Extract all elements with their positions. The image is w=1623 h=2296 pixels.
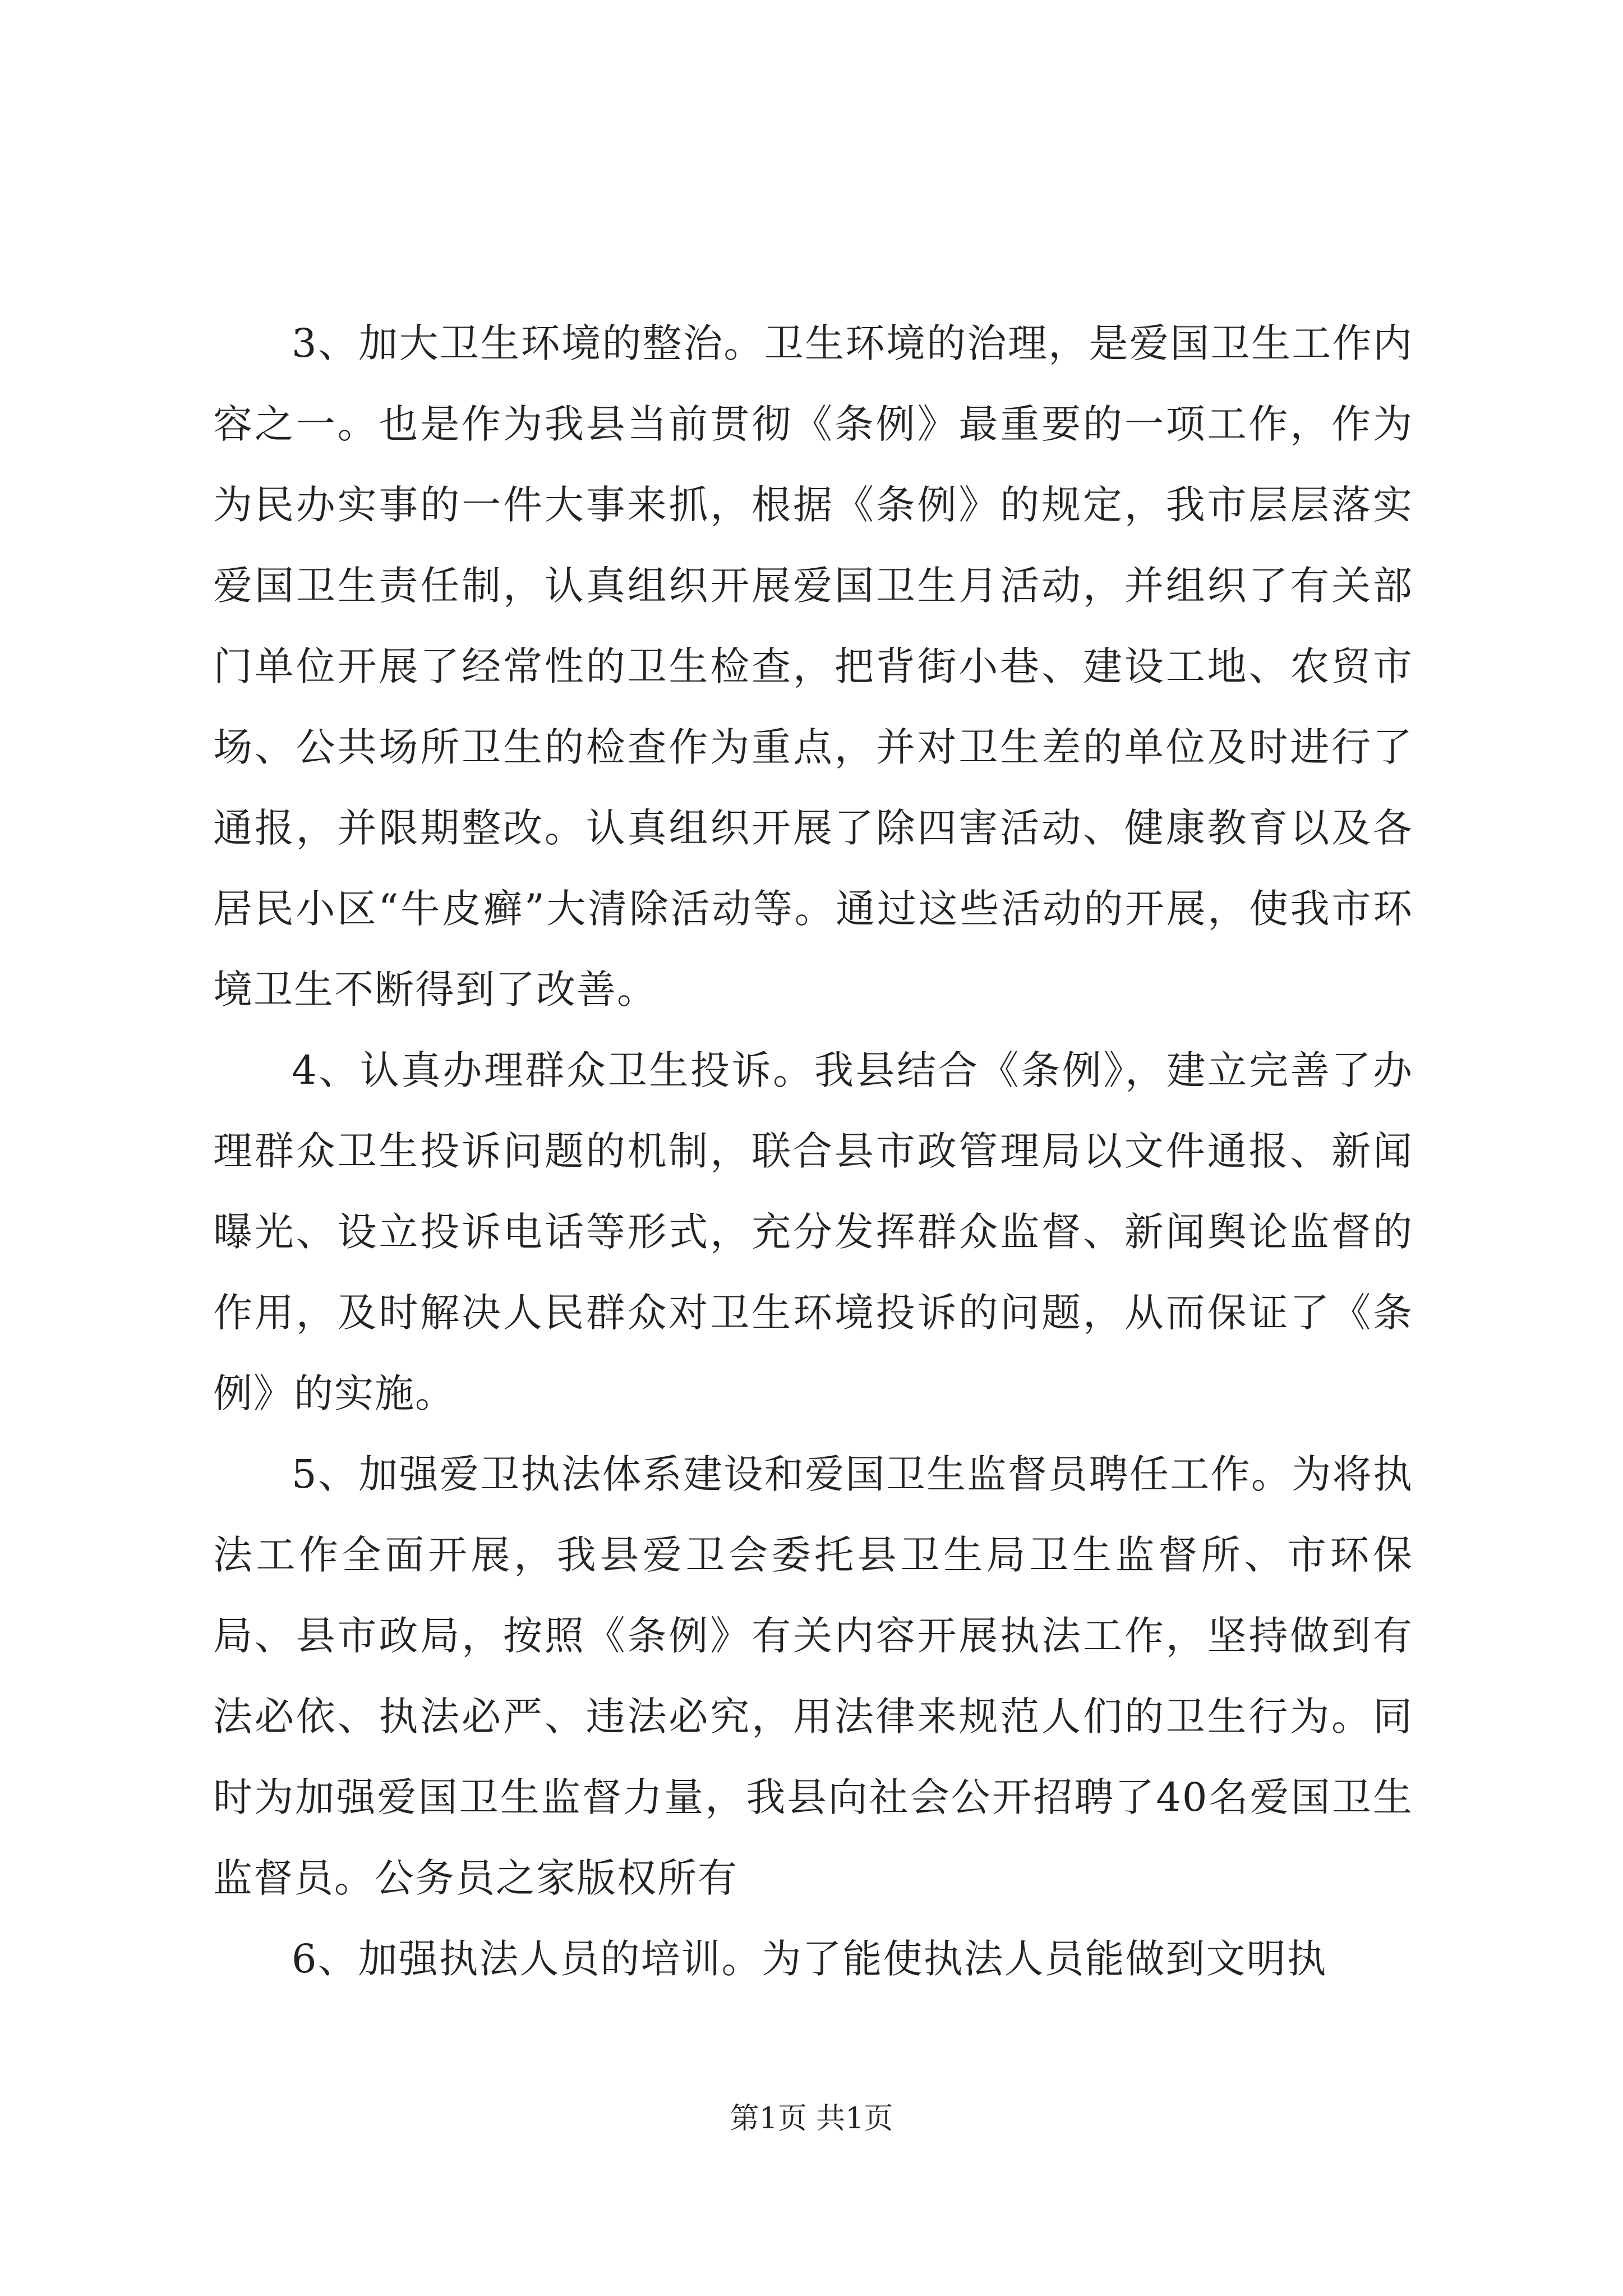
paragraph-item-3: 3、加大卫生环境的整治。卫生环境的治理，是爱国卫生工作内容之一。也是作为我县当前贯彻《条例》最重要的一项工作，作为为民办实事的一件大事来抓，根据《条例》的规定，我市层层落实爱国卫生责任制，认真组织开展爱国卫生月活动，并组织了有关部门单位开展了经常性的卫生检查，把背街小巷、建设工地、农贸市场、公共场所卫生的检查作为重点，并对卫生差的单位及时进行了通报，并限期整改。认真组织开展了除四害活动、健康教育以及各居民小区“牛皮癣”大清除活动等。通过这些活动的开展，使我市环境卫生不断得到了改善。 — [213, 320, 1413, 1013]
document-body — [213, 303, 1413, 1999]
paragraph-item-6: 6、加强执法人员的培训。为了能使执法人员能做到文明执 — [292, 1936, 1327, 1982]
page-footer: 第1页 共1页 — [730, 2102, 893, 2136]
paragraph-item-4: 4、认真办理群众卫生投诉。我县结合《条例》，建立完善了办理群众卫生投诉问题的机制，联合县市政管理局以文件通报、新闻曝光、设立投诉电话等形式，充分发挥群众监督、新闻舆论监督的作用，及时解决人民群众对卫生环境投诉的问题，从而保证了《条例》的实施。 — [213, 1047, 1413, 1416]
paragraph-item-5: 5、加强爱卫执法体系建设和爱国卫生监督员聘任工作。为将执法工作全面开展，我县爱卫会委托县卫生局卫生监督所、市环保局、县市政局，按照《条例》有关内容开展执法工作，坚持做到有法必依、执法必严、违法必究，用法律来规范人们的卫生行为。同时为加强爱国卫生监督力量，我县向社会公开招聘了40名爱国卫生监督员。公务员之家版权所有 — [213, 1451, 1413, 1901]
